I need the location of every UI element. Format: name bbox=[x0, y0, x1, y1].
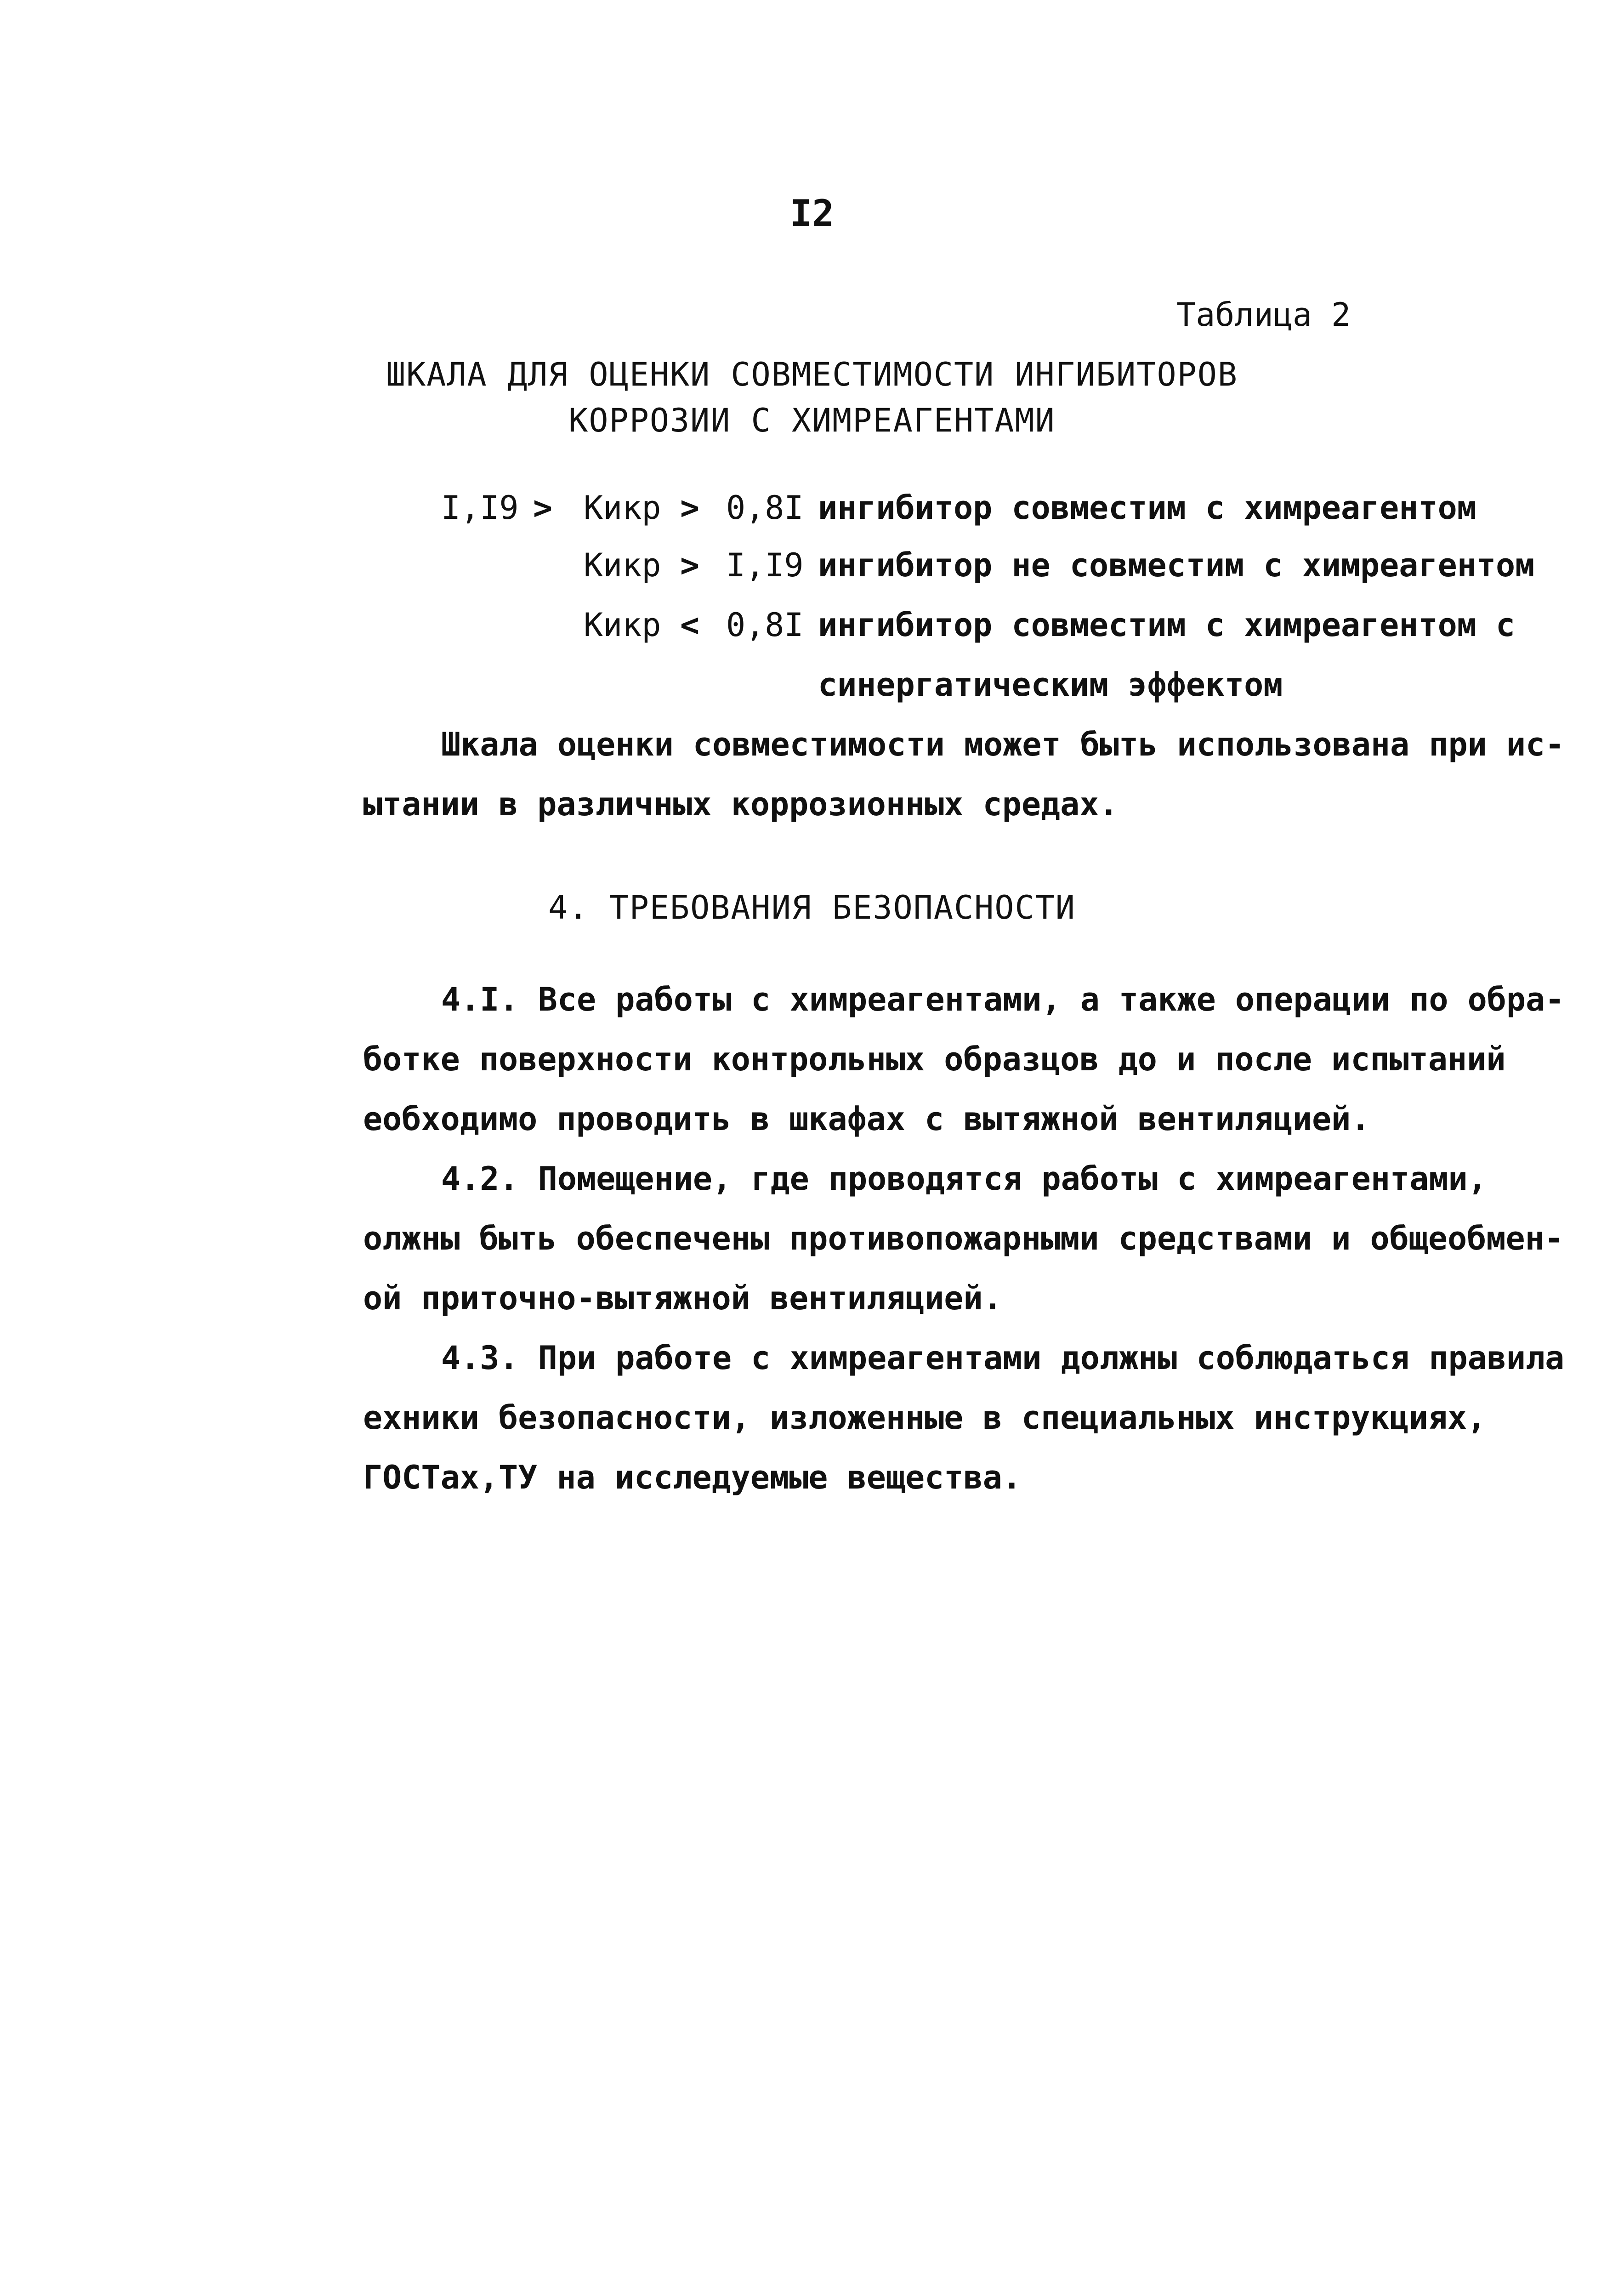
paragraph-4-1-line-2: ботке поверхности контрольных образцов до и после испытаний bbox=[363, 1040, 1506, 1078]
table-title-line-2: КОРРОЗИИ С ХИМРЕАГЕНТАМИ bbox=[568, 402, 1056, 439]
scale-lower-bound: I,I9 bbox=[441, 489, 519, 527]
scale-row bbox=[0, 487, 1624, 528]
paragraph-4-1-line-3: еобходимо проводить в шкафах с вытяжной вентиляцией. bbox=[363, 1100, 1370, 1138]
paragraph-4-3-line-1: 4.3. При работе с химреагентами должны соблюдаться правила bbox=[441, 1339, 1565, 1377]
paragraph-4-1-line-1: 4.I. Все работы с химреагентами, а также операции по обра- bbox=[441, 981, 1565, 1018]
scale-description-continuation: синергатическим эффектом bbox=[818, 666, 1283, 704]
scale-note-line-1: Шкала оценки совместимости может быть использована при ис- bbox=[441, 726, 1565, 763]
scale-operator: > bbox=[680, 546, 700, 584]
section-heading: 4. ТРЕБОВАНИЯ БЕЗОПАСНОСТИ bbox=[548, 889, 1076, 926]
table-label: Таблица 2 bbox=[1176, 296, 1351, 334]
paragraph-4-2-line-1: 4.2. Помещение, где проводятся работы с химреагентами, bbox=[441, 1160, 1487, 1198]
paragraph-4-3-line-3: ГОСТах,ТУ на исследуемые вещества. bbox=[363, 1459, 1022, 1496]
scale-operator: < bbox=[680, 606, 700, 644]
page-number: I2 bbox=[789, 192, 835, 235]
scale-description: ингибитор не совместим с химреагентом bbox=[818, 546, 1535, 584]
scale-row bbox=[0, 604, 1624, 646]
paragraph-4-2-line-3: ой приточно-вытяжной вентиляцией. bbox=[363, 1279, 1002, 1317]
scale-variable: Кикр bbox=[584, 489, 661, 527]
scale-description: ингибитор совместим с химреагентом bbox=[818, 489, 1476, 527]
scale-variable: Кикр bbox=[584, 546, 661, 584]
scale-description: ингибитор совместим с химреагентом с bbox=[818, 606, 1516, 644]
scale-value: 0,8I bbox=[726, 606, 804, 644]
scale-operator: > bbox=[680, 489, 700, 527]
scale-variable: Кикр bbox=[584, 606, 661, 644]
scale-row bbox=[0, 545, 1624, 586]
paragraph-4-2-line-2: олжны быть обеспечены противопожарными средствами и общеобмен- bbox=[363, 1220, 1564, 1257]
table-title-line-1: ШКАЛА ДЛЯ ОЦЕНКИ СОВМЕСТИМОСТИ ИНГИБИТОРОВ bbox=[386, 356, 1238, 393]
paragraph-4-3-line-2: ехники безопасности, изложенные в специальных инструкциях, bbox=[363, 1399, 1487, 1437]
scale-value: I,I9 bbox=[726, 546, 804, 584]
scale-operator: > bbox=[533, 489, 553, 527]
scale-value: 0,8I bbox=[726, 489, 804, 527]
scale-note-line-2: ытании в различных коррозионных средах. bbox=[363, 785, 1119, 823]
